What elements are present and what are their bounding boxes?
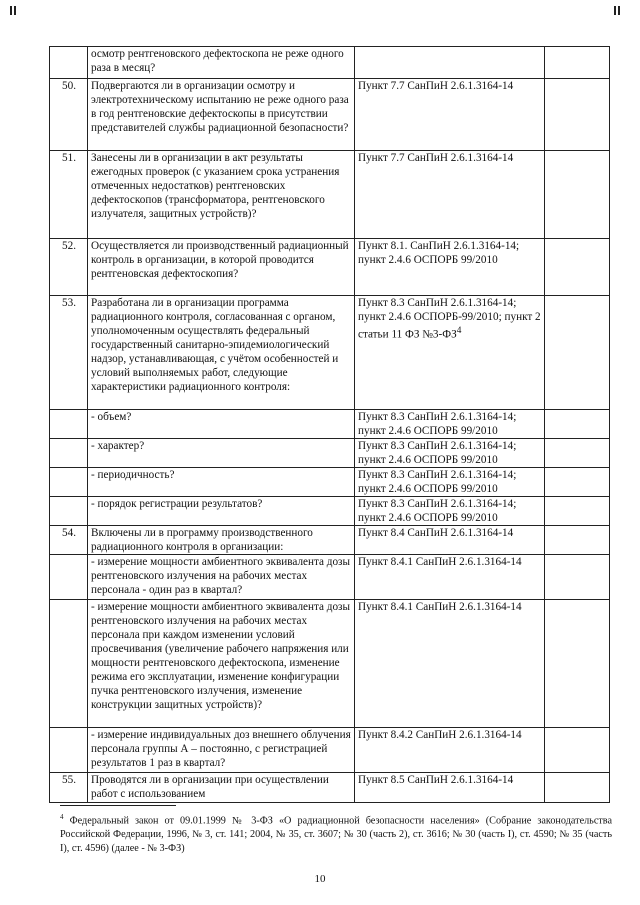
- table-row: [50, 555, 610, 600]
- footnote-text: Федеральный закон от 09.01.1999 № 3-ФЗ «О радиационной безопасности населения» (Собрание законодательства Российской Федерации, 1996, № 3, ст. 141; 2004, № 35, ст. 3607; № 30 (часть 2), ст. 3616; № 30 (часть I), ст. 4590; № 35 (часть I), ст. 4596) (далее - № 3-ФЗ): [60, 815, 613, 855]
- footnote: [60, 810, 612, 856]
- row-number: 53.: [50, 296, 88, 410]
- row-question: Осуществляется ли производственный радиационный контроль в организации, в которой проводится рентгеновская дефектоскопия?: [88, 239, 355, 296]
- row-answer-cell: [545, 151, 610, 239]
- row-answer-cell: [545, 526, 610, 555]
- row-question: Разработана ли в организации программа радиационного контроля, согласованная с органом, уполномоченным осуществлять федеральный государственный санитарно-эпидемиологический надзор, устанавливающая, с учётом особенностей и условий выполняемых работ, следующие характеристики радиационного контроля:: [88, 296, 355, 410]
- row-number: [50, 47, 88, 79]
- table-row: [50, 47, 610, 79]
- row-question: осмотр рентгеновского дефектоскопа не реже одного раза в месяц?: [88, 47, 355, 79]
- row-number: [50, 728, 88, 773]
- table-row: [50, 439, 610, 468]
- row-answer-cell: [545, 239, 610, 296]
- row-reference: [355, 47, 545, 79]
- row-number: 52.: [50, 239, 88, 296]
- row-question: - характер?: [88, 439, 355, 468]
- row-number: [50, 468, 88, 497]
- row-question: - измерение мощности амбиентного эквивалента дозы рентгеновского излучения на рабочих местах персонала - один раз в квартал?: [88, 555, 355, 600]
- table-row: [50, 728, 610, 773]
- table-row: [50, 151, 610, 239]
- row-reference: Пункт 7.7 СанПиН 2.6.1.3164-14: [355, 79, 545, 151]
- row-answer-cell: [545, 728, 610, 773]
- table-row: [50, 600, 610, 728]
- row-answer-cell: [545, 410, 610, 439]
- row-answer-cell: [545, 468, 610, 497]
- checklist-table: [49, 46, 610, 803]
- row-answer-cell: [545, 555, 610, 600]
- row-number: [50, 439, 88, 468]
- row-number: [50, 600, 88, 728]
- page-number: 10: [314, 873, 326, 885]
- row-number: [50, 555, 88, 600]
- table-row: [50, 497, 610, 526]
- footnote-separator: [60, 805, 176, 806]
- row-reference: Пункт 8.3 СанПиН 2.6.1.3164-14; пункт 2.4.6 ОСПОРБ 99/2010: [355, 468, 545, 497]
- row-answer-cell: [545, 47, 610, 79]
- row-question: - объем?: [88, 410, 355, 439]
- checklist-body: [50, 47, 610, 803]
- row-reference: Пункт 7.7 СанПиН 2.6.1.3164-14: [355, 151, 545, 239]
- row-reference: Пункт 8.3 СанПиН 2.6.1.3164-14; пункт 2.4.6 ОСПОРБ 99/2010: [355, 497, 545, 526]
- row-answer-cell: [545, 296, 610, 410]
- row-reference: Пункт 8.4.1 СанПиН 2.6.1.3164-14: [355, 600, 545, 728]
- scan-mark-left: [10, 2, 22, 12]
- row-reference: Пункт 8.3 СанПиН 2.6.1.3164-14; пункт 2.4.6 ОСПОРБ 99/2010: [355, 410, 545, 439]
- table-row: [50, 468, 610, 497]
- row-reference: Пункт 8.4.1 СанПиН 2.6.1.3164-14: [355, 555, 545, 600]
- row-question: - периодичность?: [88, 468, 355, 497]
- row-reference: Пункт 8.4 СанПиН 2.6.1.3164-14: [355, 526, 545, 555]
- row-reference-text: Пункт 8.3 СанПиН 2.6.1.3164-14; пункт 2.4.6 ОСПОРБ-99/2010; пункт 2 статьи 11 ФЗ №3-ФЗ: [358, 297, 541, 341]
- row-reference: Пункт 8.4.2 СанПиН 2.6.1.3164-14: [355, 728, 545, 773]
- row-number: 51.: [50, 151, 88, 239]
- row-number: 50.: [50, 79, 88, 151]
- row-question: Проводятся ли в организации при осуществлении работ с использованием: [88, 773, 355, 803]
- row-question: Занесены ли в организации в акт результаты ежегодных проверок (с указанием срока устранения отмеченных недостатков) рентгеновских дефектоскопов (трансформатора, рентгеновского излучателя, защитных устройств)?: [88, 151, 355, 239]
- row-answer-cell: [545, 600, 610, 728]
- table-row: [50, 526, 610, 555]
- row-number: [50, 410, 88, 439]
- row-number: 55.: [50, 773, 88, 803]
- row-answer-cell: [545, 497, 610, 526]
- row-answer-cell: [545, 79, 610, 151]
- table-row: [50, 773, 610, 803]
- row-reference: Пункт 8.3 СанПиН 2.6.1.3164-14; пункт 2.4.6 ОСПОРБ 99/2010: [355, 439, 545, 468]
- row-number: 54.: [50, 526, 88, 555]
- row-reference: Пункт 8.1. СанПиН 2.6.1.3164-14; пункт 2.4.6 ОСПОРБ 99/2010: [355, 239, 545, 296]
- table-row: [50, 239, 610, 296]
- footnote-marker: 4: [456, 326, 462, 336]
- row-question: Включены ли в программу производственного радиационного контроля в организации:: [88, 526, 355, 555]
- row-question: - измерение мощности амбиентного эквивалента дозы рентгеновского излучения на рабочих местах персонала при каждом изменении условий просвечивания (увеличение рабочего напряжения или мощности рентгеновского дефектоскопа, изменение режима его эксплуатации, изменение конфигурации пучка рентгеновского излучения, изменение конструкции защитных устройств)?: [88, 600, 355, 728]
- table-row: [50, 296, 610, 410]
- row-reference: Пункт 8.5 СанПиН 2.6.1.3164-14: [355, 773, 545, 803]
- row-answer-cell: [545, 773, 610, 803]
- row-reference: [355, 296, 545, 410]
- scan-mark-right: [614, 2, 626, 12]
- table-row: [50, 79, 610, 151]
- row-question: Подвергаются ли в организации осмотру и электротехническому испытанию не реже одного раза в год рентгеновские дефектоскопы в присутствии представителей службы радиационной безопасности?: [88, 79, 355, 151]
- row-answer-cell: [545, 439, 610, 468]
- row-question: - порядок регистрации результатов?: [88, 497, 355, 526]
- row-number: [50, 497, 88, 526]
- table-row: [50, 410, 610, 439]
- footnote-number: 4: [60, 813, 64, 821]
- row-question: - измерение индивидуальных доз внешнего облучения персонала группы А – постоянно, с регистрацией результатов 1 раз в квартал?: [88, 728, 355, 773]
